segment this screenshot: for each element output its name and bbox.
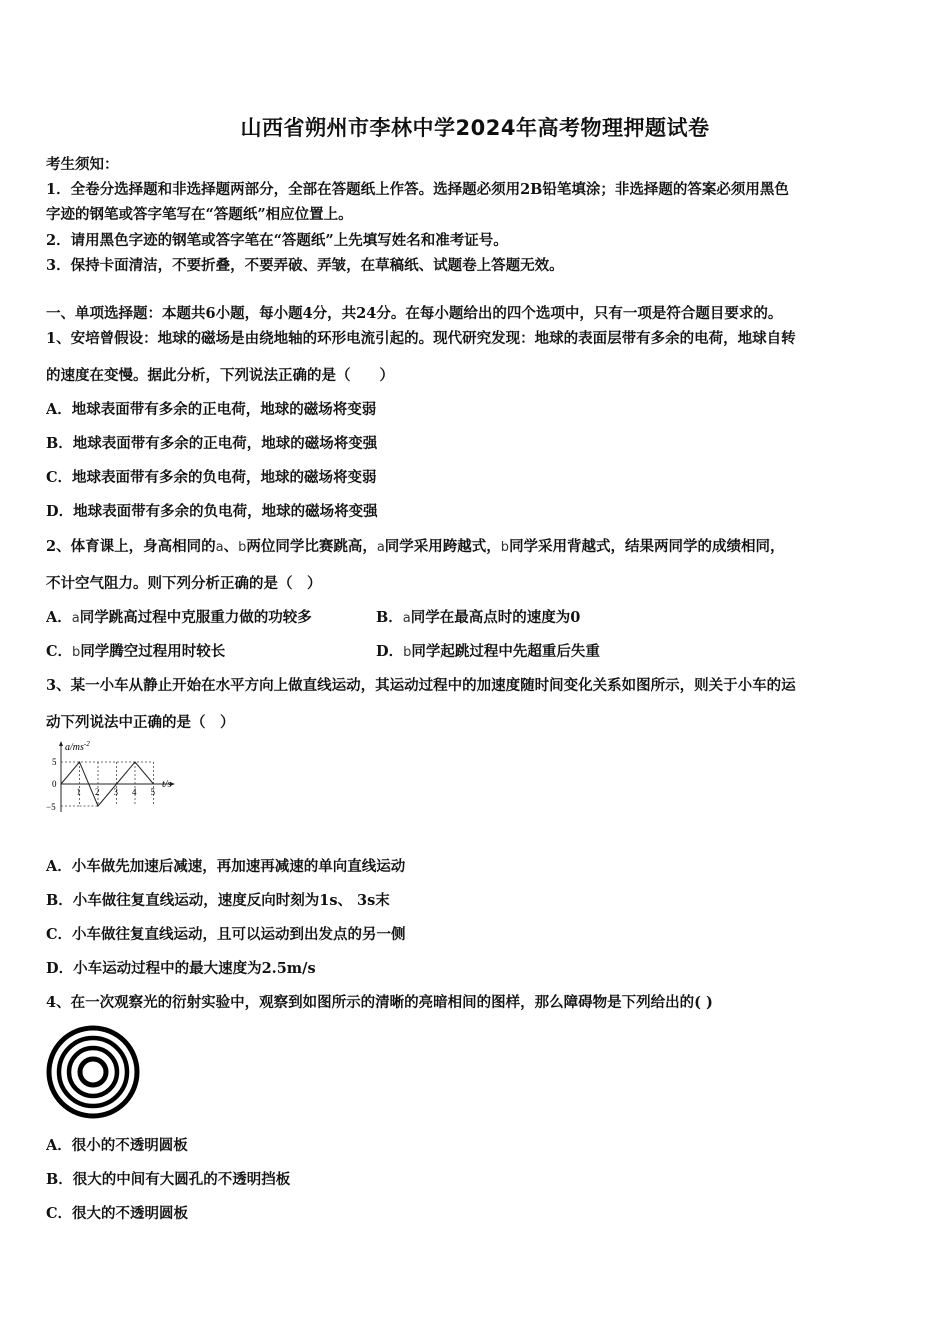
y-axis-arrow — [59, 741, 63, 746]
y-tick-5: 5 — [52, 757, 57, 767]
x-tick-label-1: 1 — [76, 787, 81, 797]
q4-stem: 4、在一次观察光的衍射实验中，观察到如图所示的清晰的亮暗相间的图样，那么障碍物是下列给出的( ) — [46, 994, 713, 1011]
q2-var-a: a — [215, 540, 224, 555]
q2-var-b2: b — [500, 540, 510, 555]
page-title: 山西省朔州市李林中学2024年高考物理押题试卷 — [240, 116, 710, 140]
x-tick-label-3: 3 — [113, 787, 118, 797]
x-axis-label: t/s — [162, 779, 172, 790]
q3-stem-1: 3、某一小车从静止开始在水平方向上做直线运动，其运动过程中的加速度随时间变化关系如图所示，则关于小车的运 — [46, 677, 796, 694]
q1-option-b: B．地球表面带有多余的正电荷，地球的磁场将变强 — [46, 435, 378, 452]
q2-option-a-var: a — [71, 611, 80, 626]
x-tick-label-5: 5 — [150, 787, 155, 797]
q2-option-b-prefix: B． — [376, 609, 403, 626]
graph-x-ticks — [77, 787, 156, 797]
q2-text-3: 两位同学比赛跳高， — [246, 538, 377, 555]
x-tick-label-4: 4 — [132, 787, 137, 797]
q2-text-1: 2、体育课上，身高相同的 — [46, 538, 216, 555]
q2-stem-2: 不计空气阻力。则下列分析正确的是（ ） — [46, 575, 322, 592]
q4-option-b: B．很大的中间有大圆孔的不透明挡板 — [46, 1171, 291, 1188]
notice-item-2: 2．请用黑色字迹的钢笔或答字笔在“答题纸”上先填写姓名和准考证号。 — [46, 232, 508, 249]
q2-var-b: b — [238, 540, 247, 555]
q2-text-5: 同学采用背越式，结果两同学的成绩相同， — [509, 538, 785, 555]
q1-option-d: D．地球表面带有多余的负电荷，地球的磁场将变强 — [46, 503, 378, 520]
q2-option-d-text: 同学起跳过程中先超重后失重 — [411, 643, 600, 660]
q3-stem-2: 动下列说法中正确的是（ ） — [46, 714, 235, 731]
notice-heading: 考生须知： — [46, 156, 119, 173]
acceleration-time-graph — [44, 740, 184, 818]
q2-option-d-prefix: D． — [376, 643, 404, 660]
q2-option-b-text: 同学在最高点时的速度为0 — [410, 609, 581, 626]
y-tick-0: 0 — [52, 779, 57, 789]
q2-stem-1 — [46, 535, 785, 556]
q2-option-c-text: 同学腾空过程用时较长 — [80, 643, 226, 660]
q2-option-b — [376, 606, 580, 627]
q2-option-d — [376, 640, 600, 661]
q3-option-d: D．小车运动过程中的最大速度为2.5m/s — [46, 960, 316, 977]
q2-text-2: 、 — [223, 538, 239, 555]
q3-option-c: C．小车做往复直线运动，且可以运动到出发点的另一侧 — [46, 926, 406, 943]
q2-option-a-text: 同学跳高过程中克服重力做的功较多 — [79, 609, 312, 626]
q2-text-4: 同学采用跨越式， — [384, 538, 501, 555]
y-axis-label: $a/ms^{-2}$ — [65, 740, 90, 753]
q3-option-a: A．小车做先加速后减速，再加速再减速的单向直线运动 — [46, 858, 406, 875]
x-tick-label-2: 2 — [95, 787, 100, 797]
q2-option-c-prefix: C． — [46, 643, 73, 660]
q2-option-a-prefix: A． — [46, 609, 72, 626]
q2-option-c — [46, 640, 225, 661]
q1-stem-1: 1、安培曾假设：地球的磁场是由绕地轴的环形电流引起的。现代研究发现：地球的表面层带有多余的电荷，地球自转 — [46, 330, 796, 347]
q2-option-c-var: b — [72, 645, 81, 660]
notice-item-1b: 字迹的钢笔或答字笔写在“答题纸”相应位置上。 — [46, 206, 353, 223]
q2-option-d-var: b — [403, 645, 412, 660]
y-tick-neg5: −5 — [46, 802, 56, 812]
notice-item-3: 3．保持卡面清洁，不要折叠，不要弄破、弄皱，在草稿纸、试题卷上答题无效。 — [46, 257, 564, 274]
q4-option-a: A．很小的不透明圆板 — [46, 1137, 188, 1154]
notice-item-1a: 1．全卷分选择题和非选择题两部分，全部在答题纸上作答。选择题必须用2B铅笔填涂；非选择题的答案必须用黑色 — [46, 181, 789, 198]
q1-option-a: A．地球表面带有多余的正电荷，地球的磁场将变弱 — [46, 401, 377, 418]
q2-var-a2: a — [376, 540, 385, 555]
q2-option-a — [46, 606, 312, 627]
q2-option-b-var: a — [402, 611, 411, 626]
q4-option-c: C．很大的不透明圆板 — [46, 1205, 189, 1222]
q1-option-c: C．地球表面带有多余的负电荷，地球的磁场将变弱 — [46, 469, 377, 486]
q3-option-b: B．小车做往复直线运动，速度反向时刻为1s、 3s末 — [46, 892, 390, 909]
diffraction-pattern-image — [46, 1025, 140, 1119]
section-heading: 一、单项选择题：本题共6小题，每小题4分，共24分。在每小题给出的四个选项中，只有一项是符合题目要求的。 — [46, 305, 783, 322]
q1-stem-2: 的速度在变慢。据此分析，下列说法正确的是（ ） — [46, 367, 394, 384]
